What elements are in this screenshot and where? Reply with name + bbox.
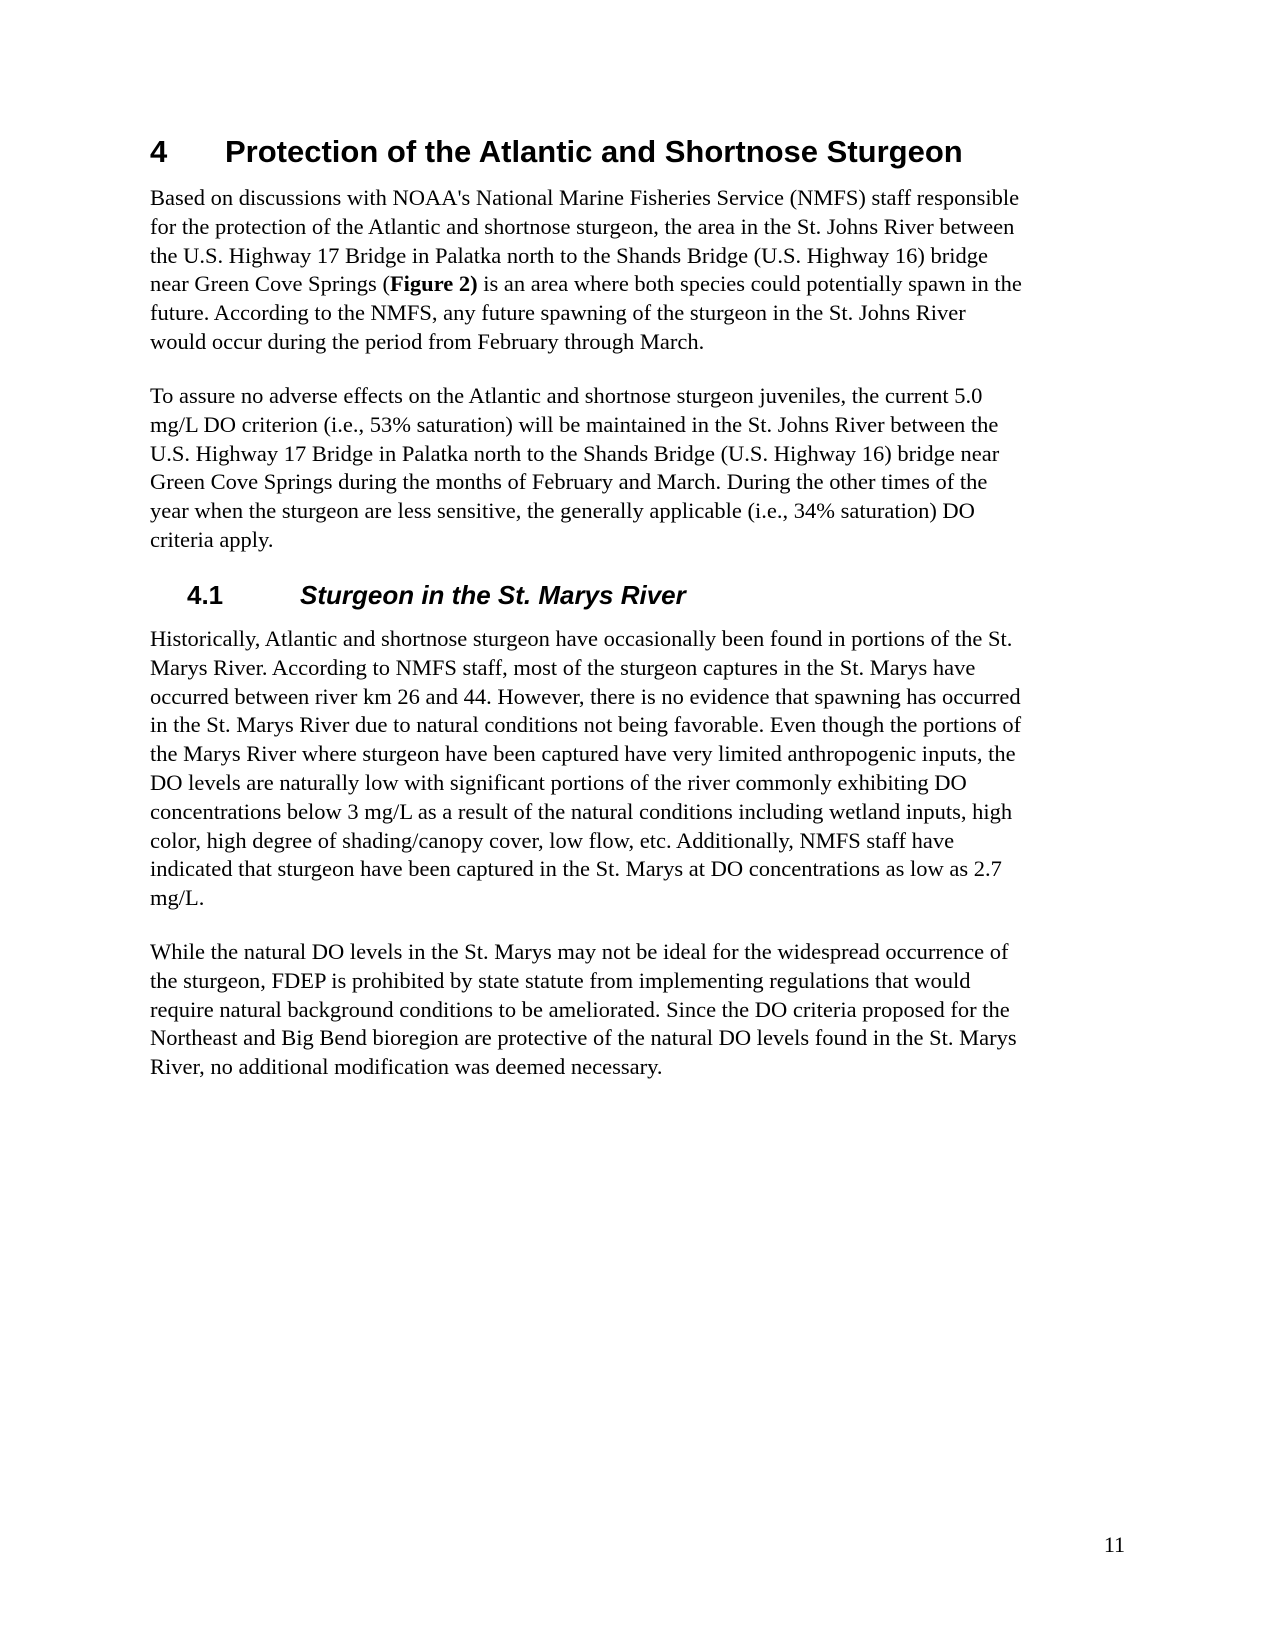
- paragraph-line: the sturgeon, FDEP is prohibited by state statute from implementing regulations that would: [150, 967, 971, 993]
- text-run: is an area where both species could potentially spawn in the: [477, 271, 1022, 297]
- paragraph-line: would occur during the period from February through March.: [150, 328, 705, 354]
- paragraph-line: Marys River. According to NMFS staff, most of the sturgeon captures in the St. Marys have: [150, 654, 976, 680]
- paragraph-line: [150, 270, 1130, 299]
- paragraph-line: Green Cove Springs during the months of February and March. During the other times of the: [150, 469, 988, 495]
- paragraph-line: year when the sturgeon are less sensitive, the generally applicable (i.e., 34% saturation) DO: [150, 498, 975, 524]
- subsection-title: Sturgeon in the St. Marys River: [300, 580, 686, 610]
- paragraph-line: color, high degree of shading/canopy cover, low flow, etc. Additionally, NMFS staff have: [150, 827, 955, 853]
- paragraph-line: mg/L.: [150, 885, 205, 911]
- paragraph-line: for the protection of the Atlantic and shortnose sturgeon, the area in the St. Johns River between: [150, 213, 1015, 239]
- page-number: 11: [1103, 1532, 1125, 1557]
- figure-reference: Figure 2): [389, 271, 478, 297]
- paragraph-line: mg/L DO criterion (i.e., 53% saturation) will be maintained in the St. Johns River between the: [150, 411, 999, 437]
- paragraph-line: indicated that sturgeon have been captured in the St. Marys at DO concentrations as low as 2.7: [150, 856, 1002, 882]
- paragraph-line: occurred between river km 26 and 44. However, there is no evidence that spawning has occurred: [150, 683, 1021, 709]
- subsection-number: 4.1: [187, 580, 224, 610]
- section-heading: [150, 132, 1150, 172]
- paragraph-line: criteria apply.: [150, 526, 274, 552]
- subsection-heading: [187, 578, 1087, 612]
- paragraph-line: the Marys River where sturgeon have been captured have very limited anthropogenic inputs, the: [150, 741, 1016, 767]
- paragraph-3: [150, 625, 1130, 913]
- text-run: near Green Cove Springs (: [150, 271, 390, 297]
- paragraph-line: While the natural DO levels in the St. Marys may not be ideal for the widespread occurrence of: [150, 939, 1009, 964]
- paragraph-line: DO levels are naturally low with significant portions of the river commonly exhibiting DO: [150, 769, 967, 795]
- paragraph-4: [150, 938, 1130, 1082]
- paragraph-line: the U.S. Highway 17 Bridge in Palatka north to the Shands Bridge (U.S. Highway 16) bridge: [150, 242, 989, 268]
- paragraph-1: [150, 184, 1130, 357]
- section-title: Protection of the Atlantic and Shortnose Sturgeon: [225, 134, 963, 169]
- paragraph-line: To assure no adverse effects on the Atlantic and shortnose sturgeon juveniles, the current 5.0: [150, 383, 983, 408]
- section-number: 4: [150, 134, 168, 169]
- paragraph-line: future. According to the NMFS, any future spawning of the sturgeon in the St. Johns River: [150, 300, 966, 326]
- paragraph-line: require natural background conditions to be ameliorated. Since the DO criteria proposed for the: [150, 996, 1010, 1022]
- paragraph-line: Northeast and Big Bend bioregion are protective of the natural DO levels found in the St. Marys: [150, 1025, 1017, 1051]
- paragraph-2: [150, 382, 1130, 555]
- paragraph-line: U.S. Highway 17 Bridge in Palatka north to the Shands Bridge (U.S. Highway 16) bridge near: [150, 440, 1000, 466]
- paragraph-line: River, no additional modification was deemed necessary.: [150, 1054, 663, 1080]
- paragraph-line: in the St. Marys River due to natural conditions not being favorable. Even though the portions of: [150, 712, 1022, 738]
- paragraph-line: Historically, Atlantic and shortnose sturgeon have occasionally been found in portions of the St.: [150, 626, 1013, 651]
- paragraph-line: Based on discussions with NOAA's National Marine Fisheries Service (NMFS) staff responsible: [150, 185, 1020, 210]
- paragraph-line: concentrations below 3 mg/L as a result of the natural conditions including wetland inputs, high: [150, 798, 1013, 824]
